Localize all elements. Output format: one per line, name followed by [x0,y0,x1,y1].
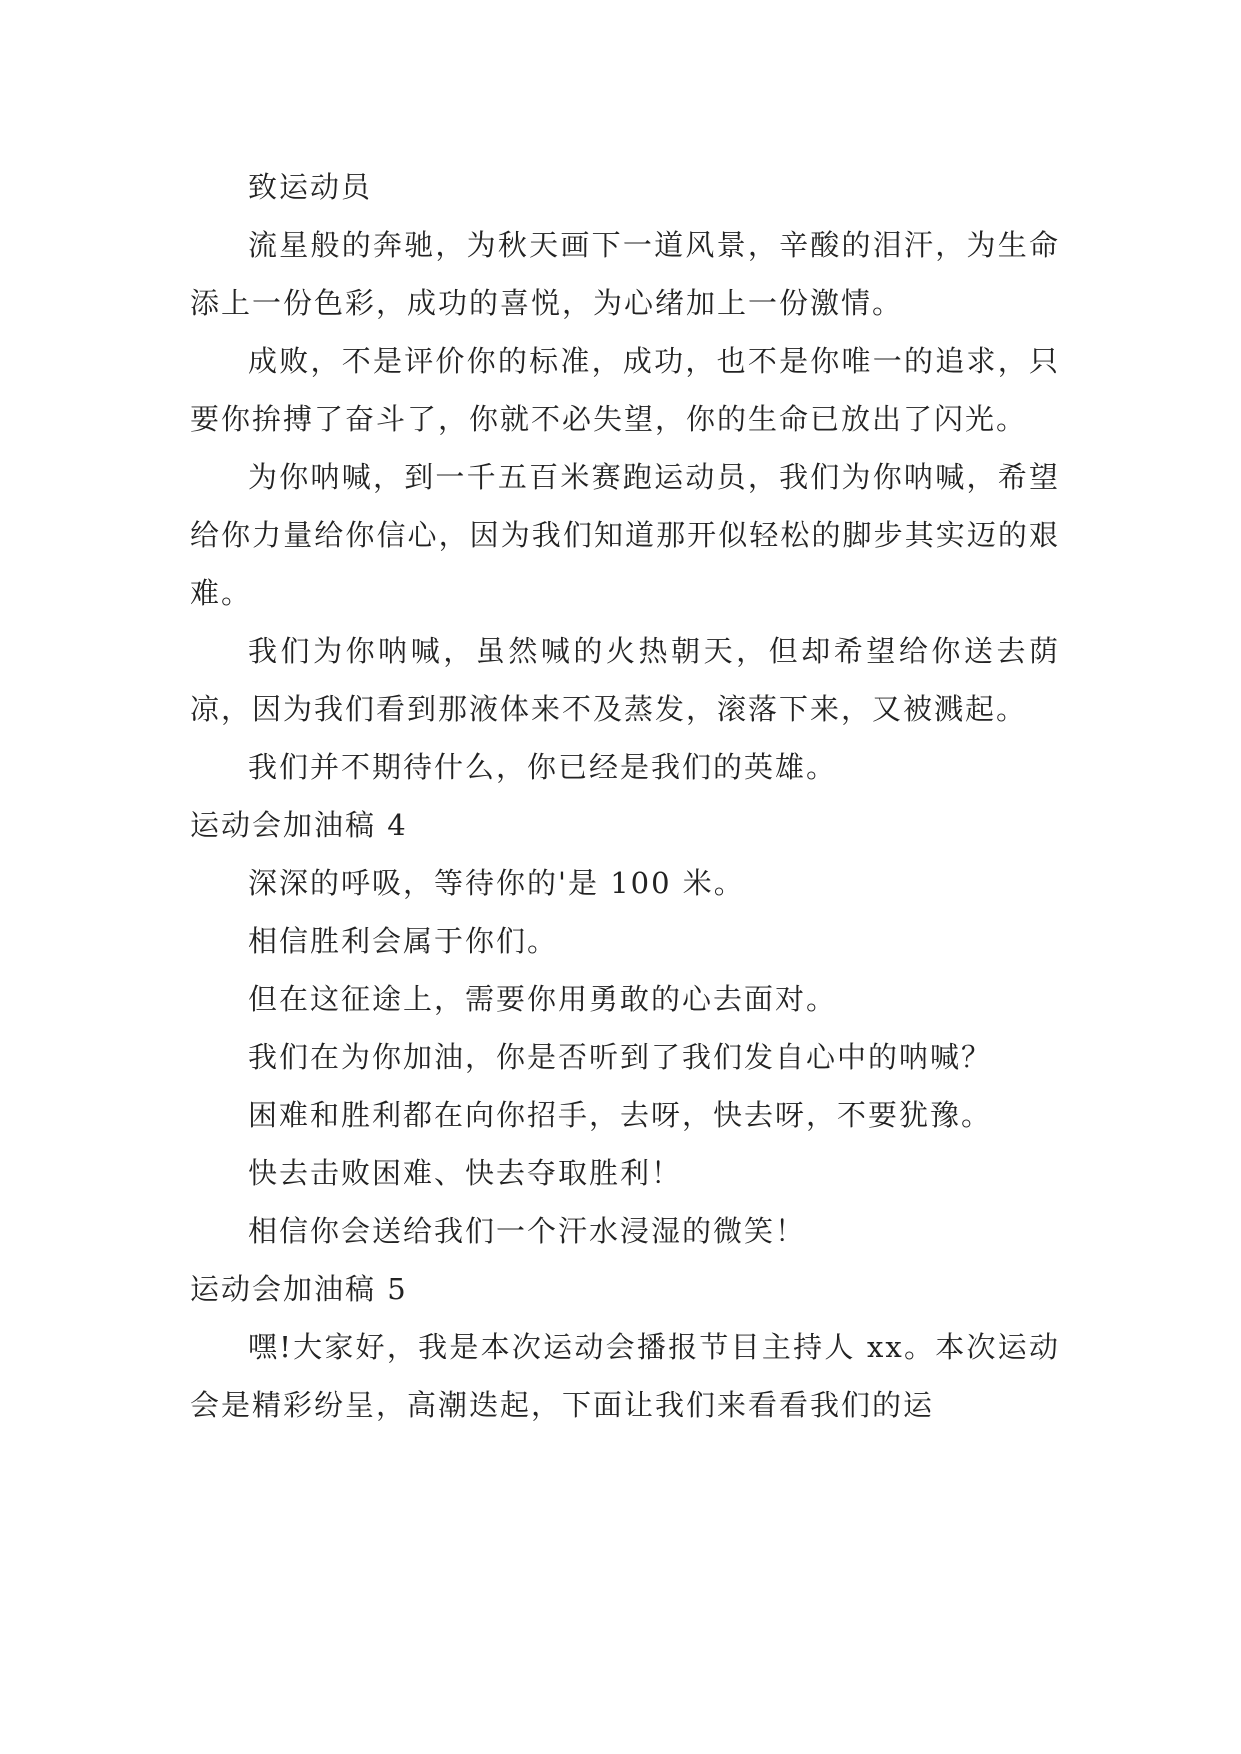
paragraph: 为你呐喊，到一千五百米赛跑运动员，我们为你呐喊，希望给你力量给你信心，因为我们知道那开似轻松的脚步其实迈的艰难。 [190,460,1060,610]
paragraph: 嘿!大家好，我是本次运动会播报节目主持人 xx。本次运动会是精彩纷呈，高潮迭起，下面让我们来看看我们的运 [190,1330,1060,1422]
paragraph: 困难和胜利都在向你招手，去呀，快去呀，不要犹豫。 [248,1098,993,1132]
paragraph: 相信你会送给我们一个汗水浸湿的微笑！ [248,1214,807,1248]
paragraph: 成败，不是评价你的标准，成功，也不是你唯一的追求，只要你拚搏了奋斗了，你就不必失望，你的生命已放出了闪光。 [190,344,1060,436]
paragraph: 深深的呼吸，等待你的'是 100 米。 [248,866,745,900]
section-heading: 运动会加油稿 5 [190,1272,408,1306]
paragraph: 我们并不期待什么，你已经是我们的英雄。 [248,750,838,784]
paragraph: 我们为你呐喊，虽然喊的火热朝天，但却希望给你送去荫凉，因为我们看到那液体来不及蒸发，滚落下来，又被溅起。 [190,634,1060,726]
paragraph: 流星般的奔驰，为秋天画下一道风景，辛酸的泪汗，为生命添上一份色彩，成功的喜悦，为心绪加上一份激情。 [190,228,1060,320]
document-body [190,158,1060,1434]
paragraph: 快去击败困难、快去夺取胜利！ [248,1156,683,1190]
paragraph: 但在这征途上，需要你用勇敢的心去面对。 [248,982,838,1016]
section-heading: 运动会加油稿 4 [190,808,408,842]
paragraph: 相信胜利会属于你们。 [248,924,559,958]
paragraph: 我们在为你加油，你是否听到了我们发自心中的呐喊？ [248,1040,993,1074]
paragraph-salutation: 致运动员 [248,170,373,204]
